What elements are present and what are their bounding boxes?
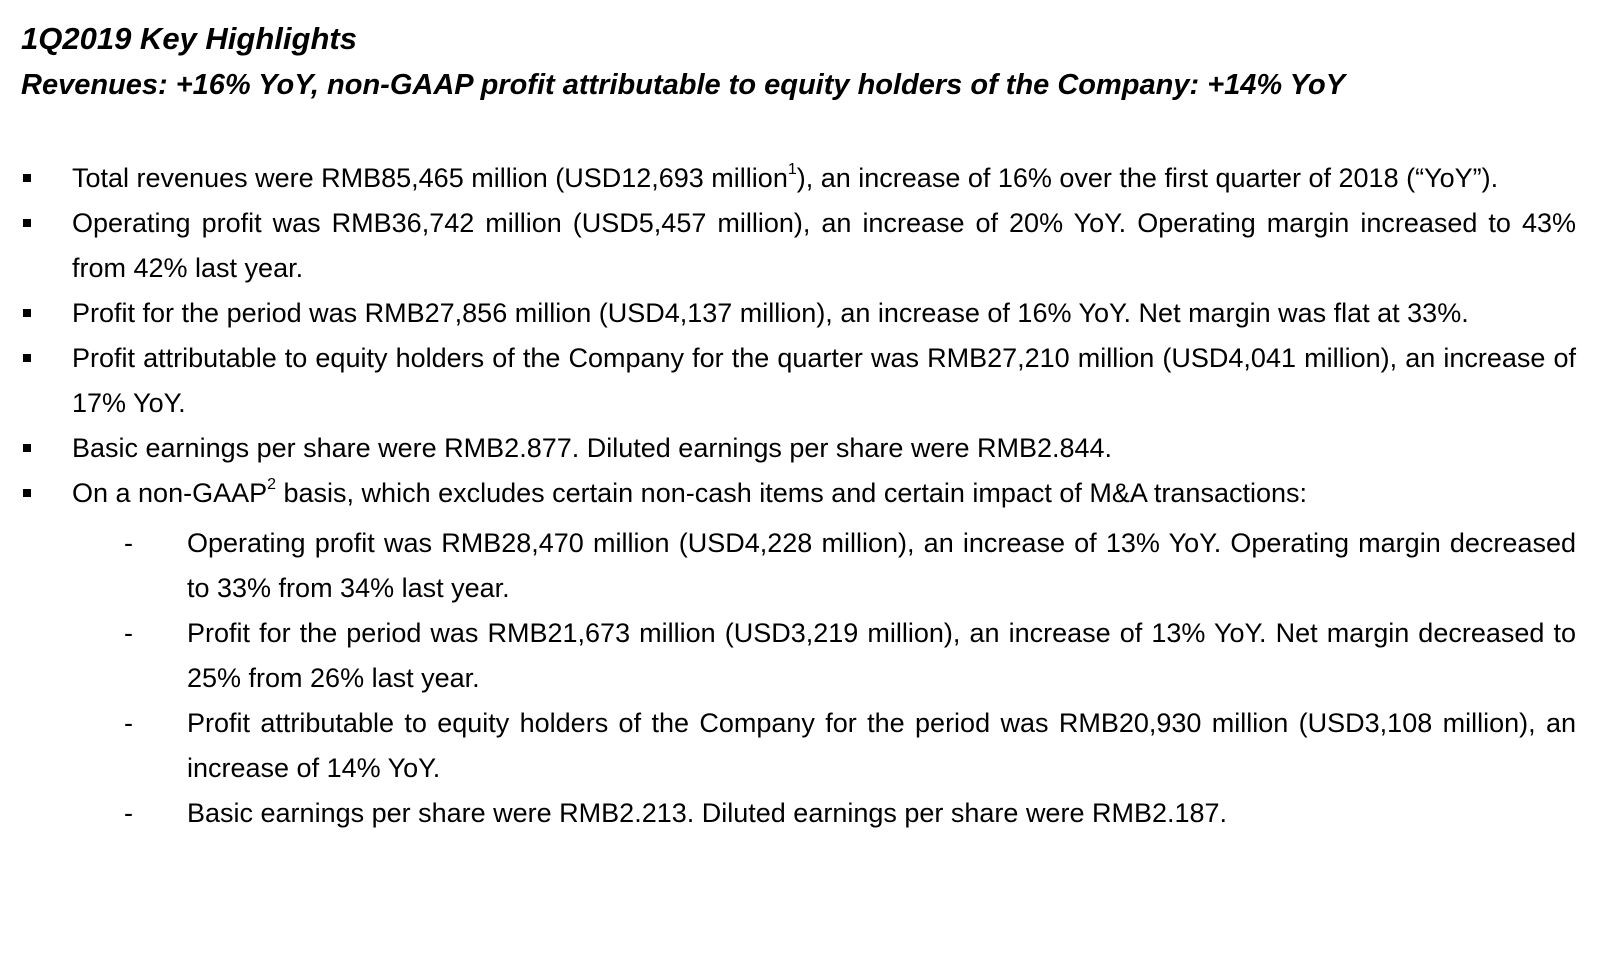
square-bullet-icon [23, 174, 31, 182]
bullet-text: Basic earnings per share were RMB2.877. Diluted earnings per share were RMB2.844. [72, 433, 1113, 463]
dash-bullet-icon: - [124, 528, 133, 558]
sub-bullet-text: Profit attributable to equity holders of the Company for the period was RMB20,930 million (USD3,108 million), an increase of 14% YoY. [187, 708, 1576, 783]
bullet-text: Operating profit was RMB36,742 million (USD5,457 million), an increase of 20% YoY. Operating margin increased to 43% from 42% last year. [72, 208, 1576, 283]
dash-bullet-icon: - [124, 798, 133, 828]
non-gaap-sub-list [72, 521, 1576, 836]
footnote-marker: 2 [267, 476, 277, 493]
square-bullet-icon [23, 444, 31, 452]
dash-bullet-icon: - [124, 708, 133, 738]
square-bullet-icon [23, 309, 31, 317]
square-bullet-icon [23, 354, 31, 362]
sub-bullet-text: Basic earnings per share were RMB2.213. Diluted earnings per share were RMB2.187. [187, 798, 1228, 828]
highlights-list [0, 156, 1622, 836]
page-title: 1Q2019 Key Highlights [21, 21, 357, 56]
bullet-text: basis, which excludes certain non-cash items and certain impact of M&A transactions: [276, 478, 1307, 508]
square-bullet-icon [23, 489, 31, 497]
sub-highlight-operating-profit [0, 521, 1576, 611]
highlight-non-gaap [0, 471, 1576, 836]
sub-highlight-earnings-per-share [0, 791, 1576, 836]
bullet-text: Total revenues were RMB85,465 million (USD12,693 million [72, 163, 788, 193]
highlight-profit-attributable [0, 336, 1576, 426]
sub-bullet-text: Operating profit was RMB28,470 million (USD4,228 million), an increase of 13% YoY. Operating margin decreased to 33% from 34% last year. [187, 528, 1576, 603]
bullet-text: Profit attributable to equity holders of the Company for the quarter was RMB27,210 million (USD4,041 million), an increase of 17% YoY. [72, 343, 1576, 418]
dash-bullet-icon: - [124, 618, 133, 648]
sub-highlight-profit-attributable [0, 701, 1576, 791]
bullet-text: Profit for the period was RMB27,856 million (USD4,137 million), an increase of 16% YoY. Net margin was flat at 33%. [72, 298, 1469, 328]
highlight-operating-profit [0, 201, 1576, 291]
highlight-earnings-per-share [0, 426, 1576, 471]
bullet-text: ), an increase of 16% over the first quarter of 2018 (“YoY”). [796, 163, 1499, 193]
footnote-marker: 1 [787, 161, 797, 178]
page-subtitle: Revenues: +16% YoY, non-GAAP profit attributable to equity holders of the Company: +14% YoY [21, 69, 1346, 101]
sub-highlight-profit-for-period [0, 611, 1576, 701]
bullet-text: On a non-GAAP [72, 478, 268, 508]
highlight-total-revenues [0, 156, 1576, 201]
sub-bullet-text: Profit for the period was RMB21,673 million (USD3,219 million), an increase of 13% YoY. Net margin decreased to 25% from 26% last year. [187, 618, 1576, 693]
square-bullet-icon [23, 219, 31, 227]
highlight-profit-for-period [0, 291, 1576, 336]
